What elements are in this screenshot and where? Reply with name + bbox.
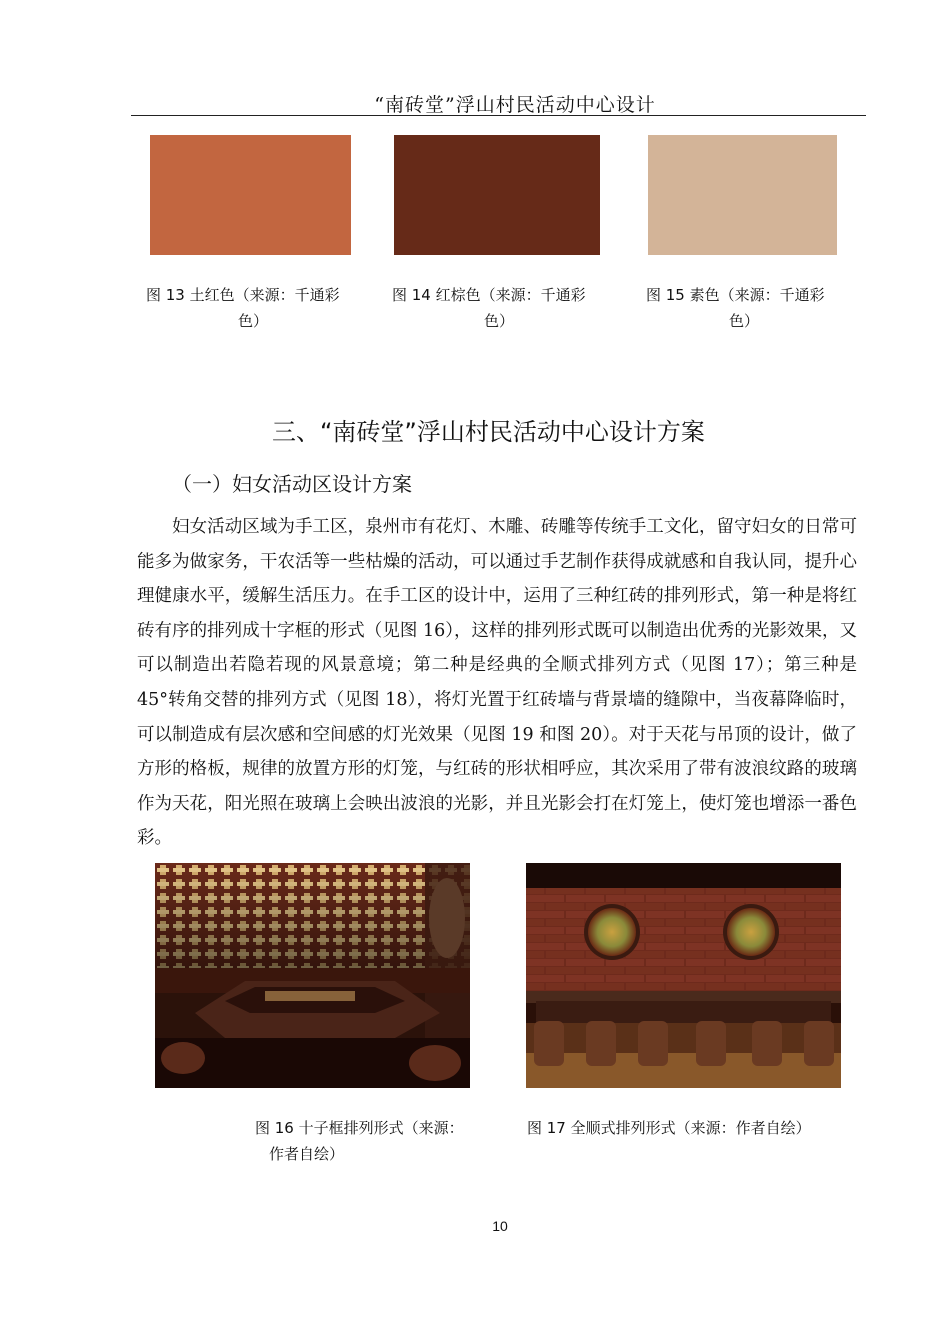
- figure-17-image: [526, 863, 841, 1088]
- body-paragraph: 妇女活动区域为手工区，泉州市有花灯、木雕、砖雕等传统手工文化，留守妇女的日常可能多为做家务，干农活等一些枯燥的活动，可以通过手艺制作获得成就感和自我认同，提升心理健康水平，缓解生活压力。在手工区的设计中，运用了三种红砖的排列形式，第一种是将红砖有序的排列成十字框的形式（见图 16），这样的排列形式既可以制造出优秀的光影效果，又可以制造出若隐若现的风景意境；第二种是经典的全顺式排列方式（见图 17）；第三种是 45°转角交替的排列方式（见图 18），将灯光置于红砖墙与背景墙的缝隙中，当夜幕降临时，可以制造成有层次感和空间感的灯光效果（见图 19 和图 20）。对于天花与吊顶的设计，做了方形的格板，规律的放置方形的灯笼，与红砖的形状相呼应，其次采用了带有波浪纹路的玻璃作为天花，阳光照在玻璃上会映出波浪的光影，并且光影会打在灯笼上，使灯笼也增添一番色彩。: [137, 517, 857, 849]
- swatch-red-brown: [394, 135, 600, 255]
- caption-line: 图 16 十子框排列形式（来源：: [255, 1119, 464, 1137]
- caption-line: 作者自绘）: [269, 1145, 345, 1163]
- caption-line: 色）: [483, 312, 514, 330]
- header-rule: [131, 115, 866, 116]
- caption-line: 色）: [728, 312, 759, 330]
- subsection-title: （一）妇女活动区设计方案: [172, 472, 412, 496]
- swatch-plain: [648, 135, 837, 255]
- cross-frame-brick-rendering: [155, 863, 470, 1088]
- caption-line: 图 13 土红色（来源：千通彩: [146, 286, 340, 304]
- caption-line: 图 14 红棕色（来源：千通彩: [392, 286, 586, 304]
- caption-line: 图 17 全顺式排列形式（来源：作者自绘）: [527, 1119, 811, 1137]
- caption-line: 图 15 素色（来源：千通彩: [646, 286, 825, 304]
- page-number: 10: [492, 1218, 508, 1234]
- figure-16-caption: [255, 1115, 495, 1167]
- section-title: 三、“南砖堂”浮山村民活动中心设计方案: [272, 418, 705, 446]
- stretcher-bond-brick-rendering: [526, 863, 841, 1088]
- swatch-earth-red: [150, 135, 351, 255]
- figure-17-caption: [527, 1115, 847, 1141]
- figure-16-image: [155, 863, 470, 1088]
- figure-13-caption: [146, 282, 360, 334]
- figure-15-caption: [646, 282, 842, 334]
- caption-line: 色）: [237, 312, 268, 330]
- figure-14-caption: [392, 282, 606, 334]
- running-header: “南砖堂”浮山村民活动中心设计: [374, 94, 656, 116]
